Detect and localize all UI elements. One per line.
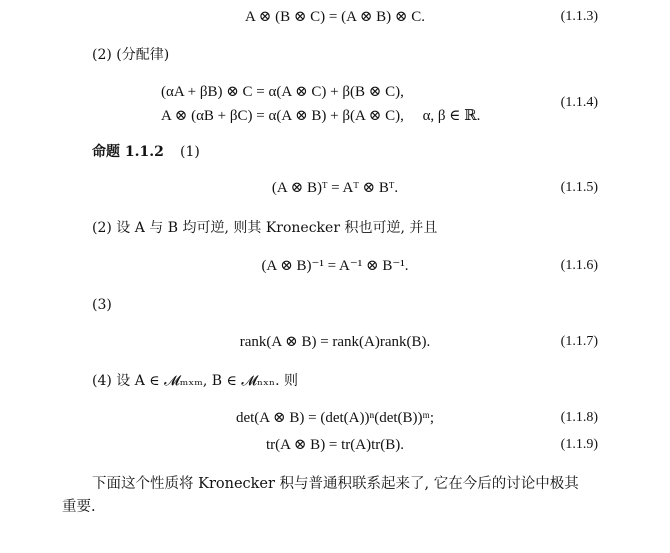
equation-1-1-3: A ⊗ (B ⊗ C) = (A ⊗ B) ⊗ C. [245, 9, 425, 25]
proposition-title: 命题 1.1.2 [92, 144, 164, 160]
equation-number-1-1-5: (1.1.5) [560, 180, 598, 195]
item-3-label: (3) [92, 297, 112, 313]
equation-number-1-1-9: (1.1.9) [560, 437, 598, 452]
equation-number-1-1-4: (1.1.4) [560, 95, 598, 110]
equation-1-1-8: det(A ⊗ B) = (det(A))ⁿ(det(B))ᵐ; [235, 410, 435, 426]
equation-1-1-5: (A ⊗ B)ᵀ = Aᵀ ⊗ Bᵀ. [271, 180, 399, 196]
proposition-part-1: (1) [180, 144, 200, 160]
closing-paragraph-line2: 重要. [62, 499, 96, 515]
equation-number-1-1-6: (1.1.6) [560, 258, 598, 273]
equation-number-1-1-3: (1.1.3) [560, 9, 598, 24]
item-4-text: (4) 设 A ∈ 𝓜ₘₓₘ, B ∈ 𝓜ₙₓₙ. 则 [92, 373, 298, 389]
equation-1-1-6: (A ⊗ B)⁻¹ = A⁻¹ ⊗ B⁻¹. [261, 258, 409, 274]
equation-1-1-4-line2: A ⊗ (αB + βC) = α(A ⊗ B) + β(A ⊗ C), α, β ∈ ℝ. [161, 108, 481, 124]
equation-number-1-1-7: (1.1.7) [560, 334, 598, 349]
equation-1-1-7: rank(A ⊗ B) = rank(A)rank(B). [239, 334, 431, 350]
item-2-distributive-label: (2) (分配律) [92, 47, 170, 63]
item-2-invertible-text: (2) 设 A 与 B 均可逆, 则其 Kronecker 积也可逆, 并且 [92, 220, 438, 236]
closing-paragraph-line1: 下面这个性质将 Kronecker 积与普通积联系起来了, 它在今后的讨论中极其 [92, 476, 579, 492]
equation-1-1-4-line1: (αA + βB) ⊗ C = α(A ⊗ C) + β(B ⊗ C), [161, 84, 404, 100]
equation-number-1-1-8: (1.1.8) [560, 410, 598, 425]
equation-1-1-9: tr(A ⊗ B) = tr(A)tr(B). [265, 437, 405, 453]
